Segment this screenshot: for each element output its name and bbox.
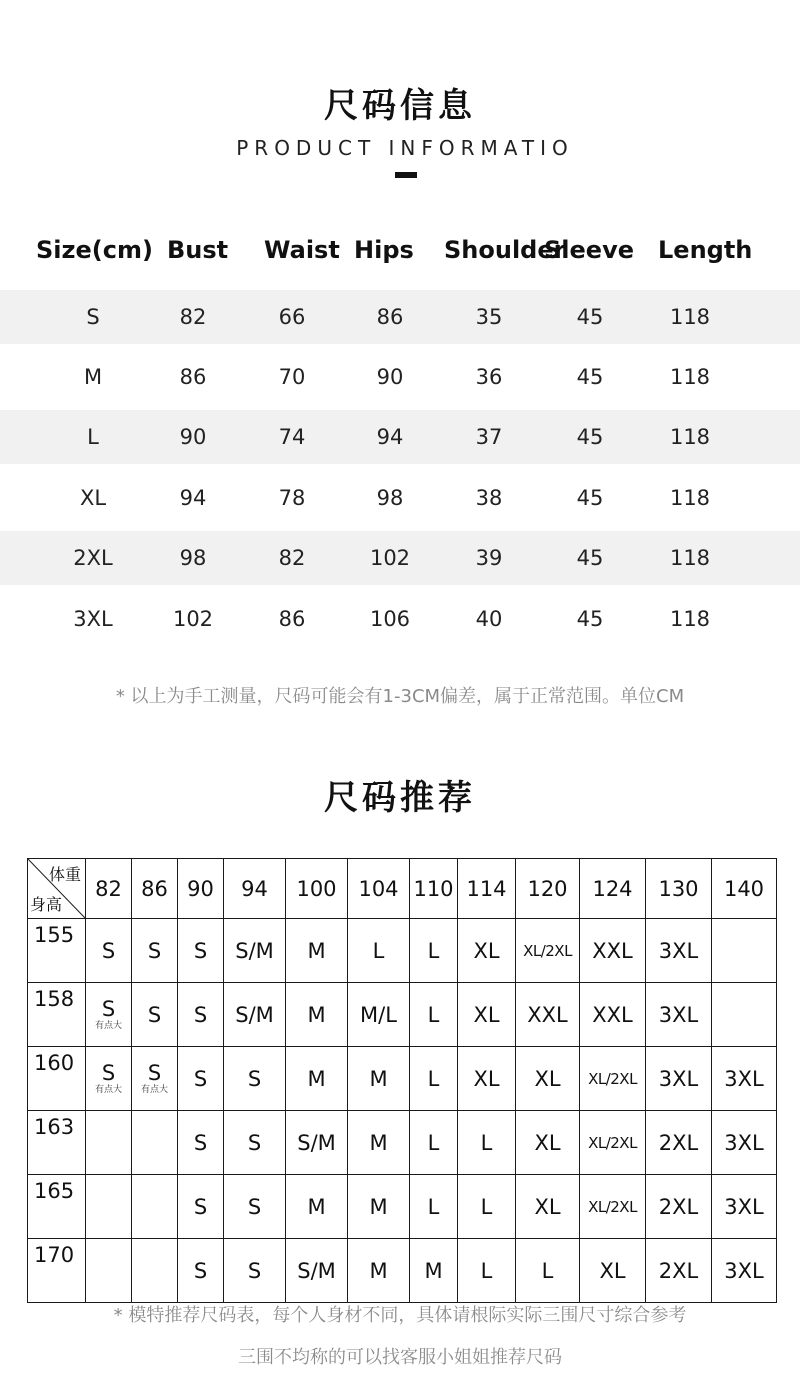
- measurement-cell: 118: [669, 425, 711, 449]
- recommend-size-cell: S: [132, 919, 178, 983]
- measurement-cell: 86: [376, 305, 404, 329]
- recommend-size-cell: M: [348, 1111, 410, 1175]
- recommend-size-cell: L: [458, 1175, 516, 1239]
- recommend-size-cell: XL/2XL: [516, 919, 580, 983]
- size-cell: XL: [79, 486, 107, 510]
- measurement-cell: 102: [369, 546, 411, 570]
- recommend-size-cell: S: [178, 1047, 224, 1111]
- measurement-cell: 78: [278, 486, 306, 510]
- recommend-size-cell: 3XL: [646, 919, 712, 983]
- weight-header-cell: 86: [132, 859, 178, 919]
- recommend-size-cell: 3XL: [646, 983, 712, 1047]
- measurement-cell: 98: [376, 486, 404, 510]
- measurement-cell: 106: [369, 607, 411, 631]
- recommend-size-cell: XL: [516, 1047, 580, 1111]
- measurement-cell: 82: [278, 546, 306, 570]
- recommend-size-cell: M: [348, 1047, 410, 1111]
- recommend-size-cell: XXL: [580, 919, 646, 983]
- size-cell: S: [86, 305, 100, 329]
- measurement-cell: 45: [576, 486, 604, 510]
- measurement-cell: 39: [475, 546, 503, 570]
- recommend-size-cell: XXL: [580, 983, 646, 1047]
- page-title: 尺码信息: [324, 86, 476, 126]
- measurement-cell: 118: [669, 365, 711, 389]
- recommend-size-cell: M: [286, 919, 348, 983]
- recommend-size-cell: L: [410, 983, 458, 1047]
- column-header-waist: Waist: [264, 236, 340, 264]
- measurement-cell: 74: [278, 425, 306, 449]
- recommend-size-cell: M: [348, 1239, 410, 1303]
- recommend-size-cell: [86, 983, 132, 1047]
- title-divider: [395, 172, 417, 178]
- page-subtitle: PRODUCT INFORMATIO: [236, 136, 574, 160]
- measurement-cell: 45: [576, 425, 604, 449]
- fit-note: 有点大: [140, 1084, 168, 1095]
- recommend-size-cell: S: [224, 1175, 286, 1239]
- recommend-size-cell: S: [178, 983, 224, 1047]
- recommend-size-cell: XL/2XL: [580, 1175, 646, 1239]
- recommend-size-cell: L: [516, 1239, 580, 1303]
- recommend-size-cell: M: [286, 1175, 348, 1239]
- measurement-cell: 70: [278, 365, 306, 389]
- recommend-size-cell: S: [178, 1175, 224, 1239]
- recommend-size-cell: M: [348, 1175, 410, 1239]
- recommend-size-cell: [712, 983, 777, 1047]
- recommend-size-cell: S: [178, 919, 224, 983]
- column-header-shoulder: Shoulder: [444, 236, 566, 264]
- height-cell: 158: [28, 983, 86, 1047]
- measurement-cell: 66: [278, 305, 306, 329]
- measurement-cell: 45: [576, 365, 604, 389]
- weight-header-cell: 82: [86, 859, 132, 919]
- size-cell: M: [83, 365, 103, 389]
- weight-header-cell: 140: [712, 859, 777, 919]
- weight-header-cell: 124: [580, 859, 646, 919]
- recommend-size-cell: XL/2XL: [580, 1111, 646, 1175]
- size-label: S: [101, 996, 116, 1021]
- measurement-cell: 82: [179, 305, 207, 329]
- recommend-size-cell: S/M: [224, 983, 286, 1047]
- column-header-bust: Bust: [167, 236, 229, 264]
- measurement-cell: 118: [669, 305, 711, 329]
- recommend-size-cell: M: [410, 1239, 458, 1303]
- column-header-size: Size(cm): [36, 236, 153, 264]
- weight-header-cell: 94: [224, 859, 286, 919]
- table-row: [28, 983, 777, 1047]
- size-cell: 2XL: [73, 546, 113, 570]
- recommend-size-cell: XL: [516, 1111, 580, 1175]
- measurement-cell: 35: [475, 305, 503, 329]
- recommend-size-cell: XL: [458, 919, 516, 983]
- recommend-table: [27, 858, 777, 1303]
- size-cell: 3XL: [73, 607, 113, 631]
- measurement-cell: 94: [376, 425, 404, 449]
- measurement-cell: 118: [669, 546, 711, 570]
- height-cell: 170: [28, 1239, 86, 1303]
- recommend-size-cell: 2XL: [646, 1239, 712, 1303]
- recommend-size-cell: 3XL: [646, 1047, 712, 1111]
- recommend-size-cell: [132, 1239, 178, 1303]
- recommend-header-row: [28, 859, 777, 919]
- recommend-size-cell: 2XL: [646, 1175, 712, 1239]
- table-row: [0, 531, 800, 585]
- recommend-size-cell: XL: [458, 1047, 516, 1111]
- measurement-cell: 118: [669, 486, 711, 510]
- recommend-size-cell: L: [458, 1111, 516, 1175]
- size-label: S: [101, 1060, 116, 1085]
- size-label: S: [147, 1060, 162, 1085]
- table-row: [28, 1175, 777, 1239]
- recommend-size-cell: [86, 1239, 132, 1303]
- measurement-cell: 40: [475, 607, 503, 631]
- table-row: [28, 1047, 777, 1111]
- height-cell: 165: [28, 1175, 86, 1239]
- measurement-cell: 38: [475, 486, 503, 510]
- recommend-size-cell: XL: [580, 1239, 646, 1303]
- recommend-size-cell: S: [86, 919, 132, 983]
- recommend-size-cell: S/M: [286, 1111, 348, 1175]
- recommend-size-cell: S: [132, 983, 178, 1047]
- measurement-cell: 36: [475, 365, 503, 389]
- table-row: [28, 1239, 777, 1303]
- corner-cell: [28, 859, 86, 919]
- recommend-size-cell: [86, 1047, 132, 1111]
- measurement-note: * 以上为手工测量，尺码可能会有1-3CM偏差，属于正常范围。单位CM: [115, 686, 685, 707]
- recommend-size-cell: XL/2XL: [580, 1047, 646, 1111]
- recommend-size-cell: L: [458, 1239, 516, 1303]
- measurement-cell: 90: [179, 425, 207, 449]
- fit-note: 有点大: [94, 1084, 122, 1095]
- recommend-size-cell: [86, 1111, 132, 1175]
- recommend-title: 尺码推荐: [324, 778, 476, 818]
- table-row: [0, 410, 800, 464]
- recommend-size-cell: 2XL: [646, 1111, 712, 1175]
- recommend-size-cell: M: [286, 1047, 348, 1111]
- recommend-size-cell: XL: [458, 983, 516, 1047]
- recommend-size-cell: XXL: [516, 983, 580, 1047]
- height-cell: 160: [28, 1047, 86, 1111]
- weight-header-cell: 130: [646, 859, 712, 919]
- recommend-size-cell: S: [224, 1239, 286, 1303]
- recommend-size-cell: [132, 1111, 178, 1175]
- weight-header-cell: 100: [286, 859, 348, 919]
- height-cell: 163: [28, 1111, 86, 1175]
- measurement-cell: 118: [669, 607, 711, 631]
- recommend-size-cell: M/L: [348, 983, 410, 1047]
- recommend-size-cell: 3XL: [712, 1111, 777, 1175]
- weight-header-cell: 90: [178, 859, 224, 919]
- recommend-size-cell: 3XL: [712, 1175, 777, 1239]
- recommend-size-cell: L: [410, 1047, 458, 1111]
- recommend-size-cell: S: [178, 1239, 224, 1303]
- corner-weight-label: 体重: [48, 865, 81, 884]
- table-row: [0, 471, 800, 525]
- measurement-cell: 86: [179, 365, 207, 389]
- measurement-cell: 45: [576, 607, 604, 631]
- contact-note: 三围不均称的可以找客服小姐姐推荐尺码: [238, 1347, 562, 1368]
- recommend-size-cell: L: [410, 1111, 458, 1175]
- recommend-size-cell: S/M: [224, 919, 286, 983]
- recommend-size-cell: S/M: [286, 1239, 348, 1303]
- model-note: * 模特推荐尺码表，每个人身材不同，具体请根际实际三围尺寸综合参考: [113, 1305, 687, 1326]
- measurement-cell: 37: [475, 425, 503, 449]
- column-header-hips: Hips: [354, 236, 414, 264]
- weight-header-cell: 104: [348, 859, 410, 919]
- recommend-size-cell: [132, 1175, 178, 1239]
- measurement-cell: 102: [172, 607, 214, 631]
- table-row: [28, 919, 777, 983]
- measurement-cell: 94: [179, 486, 207, 510]
- recommend-size-cell: L: [410, 919, 458, 983]
- weight-header-cell: 114: [458, 859, 516, 919]
- recommend-size-cell: [86, 1175, 132, 1239]
- weight-header-cell: 120: [516, 859, 580, 919]
- table-row: [0, 350, 800, 404]
- recommend-size-cell: [712, 919, 777, 983]
- measurement-cell: 98: [179, 546, 207, 570]
- measurement-cell: 45: [576, 546, 604, 570]
- recommend-size-cell: [132, 1047, 178, 1111]
- size-cell: L: [87, 425, 99, 449]
- table-row: [0, 592, 800, 646]
- corner-height-label: 身高: [30, 895, 63, 914]
- fit-note: 有点大: [94, 1020, 122, 1031]
- height-cell: 155: [28, 919, 86, 983]
- recommend-size-cell: L: [348, 919, 410, 983]
- recommend-size-cell: L: [410, 1175, 458, 1239]
- column-header-sleeve: Sleeve: [544, 236, 634, 264]
- recommend-size-cell: XL: [516, 1175, 580, 1239]
- weight-header-cell: 110: [410, 859, 458, 919]
- recommend-size-cell: 3XL: [712, 1239, 777, 1303]
- measurement-cell: 90: [376, 365, 404, 389]
- recommend-size-cell: S: [224, 1111, 286, 1175]
- recommend-size-cell: S: [224, 1047, 286, 1111]
- measurement-cell: 86: [278, 607, 306, 631]
- recommend-size-cell: 3XL: [712, 1047, 777, 1111]
- column-header-length: Length: [658, 236, 753, 264]
- table-row: [28, 1111, 777, 1175]
- measurement-cell: 45: [576, 305, 604, 329]
- table-row: [0, 290, 800, 344]
- recommend-size-cell: M: [286, 983, 348, 1047]
- recommend-size-cell: S: [178, 1111, 224, 1175]
